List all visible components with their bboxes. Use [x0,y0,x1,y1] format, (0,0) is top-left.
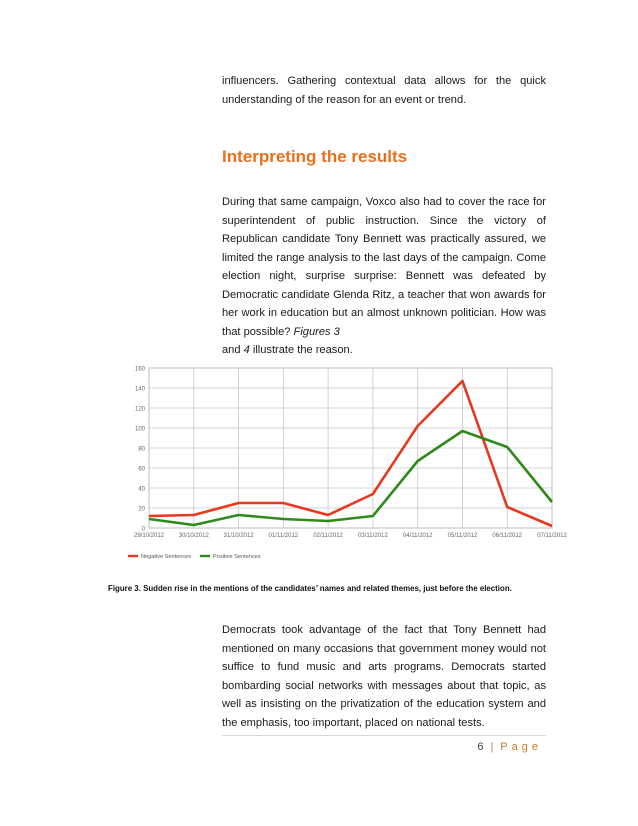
page-number: 6 [477,741,485,753]
paragraph-1-text-part: and [222,344,244,356]
x-tick-label: 01/11/2012 [268,533,299,539]
figure-caption: Figure 3. Sudden rise in the mentions of the candidates’ names and related themes, just before the election. [108,584,512,593]
y-tick-label: 0 [141,526,145,533]
legend-label: Negative Sentences [141,554,192,561]
figure-4-reference: 4 [243,344,250,356]
y-tick-label: 140 [134,386,145,393]
y-tick-label: 100 [134,426,145,433]
paragraph-1-text [222,193,546,360]
y-tick-label: 120 [134,406,145,413]
intro-paragraph [222,72,546,109]
x-tick-label: 02/11/2012 [313,533,343,539]
y-tick-label: 60 [138,466,145,473]
footer-separator: | [490,741,495,753]
x-tick-label: 30/10/2012 [178,533,209,539]
paragraph-1-text-part: During that same campaign, Voxco also had to cover the race for superintendent of public instruction. Since the victory of Republican candidate Tony Bennett was practically assured, we limited the range analysis to the last days of the campaign. Come election night, surprise surprise: Bennett was defeated by Democratic candidate Glenda Ritz, a teacher that won awards for her work in education but an almost unknown politician. How was that possible? [222,196,546,338]
y-tick-label: 20 [138,506,145,513]
section-heading: Interpreting the results [222,147,408,166]
figure-3-reference: Figures 3 [293,325,340,338]
y-tick-label: 40 [138,486,145,493]
x-tick-label: 03/11/2012 [358,533,388,539]
x-tick-label: 04/11/2012 [402,533,433,539]
body-paragraph-1 [222,193,546,360]
y-tick-label: 80 [138,446,145,453]
x-tick-label: 05/11/2012 [447,533,478,539]
x-tick-label: 07/11/2012 [537,533,567,539]
x-tick-label: 29/10/2012 [133,533,165,539]
page-label: Page [500,741,542,753]
legend-label: Positive Sentences [213,554,261,561]
y-tick-label: 160 [134,366,145,373]
paragraph-2-text: Democrats took advantage of the fact that Tony Bennett had mentioned on many occasions that government money would not suffice to fund music and arts programs. Democrats started bombarding social networks with messages about that topic, as well as insisting on the privatization of the education system and the emphasis, too important, placed on national tests. [222,624,546,729]
paragraph-1-text-part: illustrate the reason. [249,344,353,356]
footer-divider [222,735,546,736]
x-tick-label: 31/10/2012 [223,533,254,539]
page-footer [477,741,542,753]
body-paragraph-2 [222,621,546,732]
x-tick-label: 06/11/2012 [492,533,523,539]
line-chart [120,362,567,574]
intro-text: influencers. Gathering contextual data allows for the quick understanding of the reason for an event or trend. [222,75,546,106]
